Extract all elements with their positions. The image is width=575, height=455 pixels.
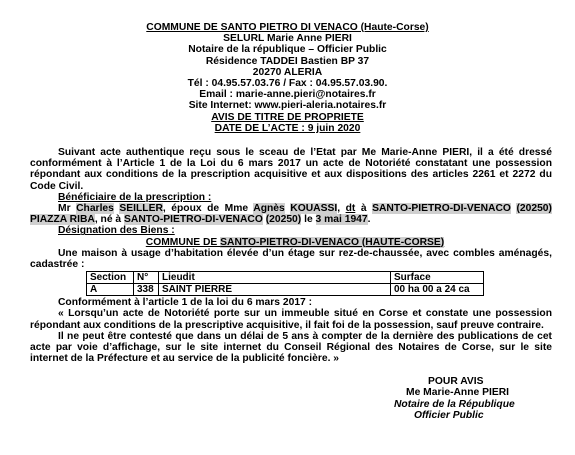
table-cell: 00 ha 00 a 24 ca [391,284,484,296]
selurl-name: SELURL Marie Anne PIERI [223,33,352,45]
postal-city: 20270 ALERIA [252,66,323,78]
residence-address: PIAZZA RIBA [30,214,95,226]
email: Email : marie-anne.pieri@notaires.fr [199,89,376,101]
spouse-last-name: KOUASSI [290,203,338,215]
law-quote-2: Il ne peut être contesté que dans un délai de 5 ans à compter de la dernière des publications de cet acte par voie d’affichage, sur le site internet du Conseil Régional des Notaires de Corse, sur le site internet de la Préfecture et au service de la publicité foncière. » [30,330,552,365]
birth-date: 3 mai 1947 [315,214,368,226]
text-fragment: , époux de Mme [162,203,254,215]
commune-title: COMMUNE DE SANTO PIETRO DI VENACO (Haute-Corse) [146,22,429,33]
spouse-first-name: Agnès [253,203,285,215]
column-header: Lieudit [159,272,391,284]
first-name: Charles [76,203,114,215]
residence: Résidence TADDEI Bastien BP 37 [205,55,370,67]
notary-name: Me Marie-Anne PIERI [406,387,509,399]
table-cell: A [87,284,134,296]
notary-role: Notaire de la république – Officier Public [188,44,387,56]
column-header: Section [87,272,134,284]
notice-title: AVIS DE TITRE DE PROPRIETE [211,111,364,123]
dt-abbrev: dt [345,203,356,215]
birth-commune: SANTO-PIETRO-DI-VENACO [124,214,263,226]
notary-title: Notaire de la République [394,398,515,410]
commune-prefix: COMMUNE DE [145,236,221,248]
beneficiary-heading: Bénéficiaire de la prescription : [58,191,212,203]
residence-commune: SANTO-PIETRO-DI-VENACO [372,203,511,215]
text-fragment: le [301,214,316,226]
column-header: N° [134,272,159,284]
text-fragment: , [337,203,346,215]
text-fragment: , né à [94,214,125,226]
table-row [87,284,484,296]
commune-name: SANTO-PIETRO-DI-VENACO (HAUTE-CORSE) [220,236,445,248]
birth-postcode: (20250) [265,214,302,226]
website: Site Internet: www.pieri-aleria.notaires.fr [188,100,387,112]
text-fragment: . [367,214,371,226]
table-header-row [87,272,484,284]
notary-header [0,22,575,134]
table-cell: 338 [134,284,159,296]
last-name: SEILLER [119,203,163,215]
cadastre-table [86,271,484,296]
property-commune [30,237,552,248]
law-quote-1: « Lorsqu’un acte de Notoriété porte sur un immeuble situé en Corse et constate une possession répondant aux conditions de la prescriptive acquisitive, il fait foi de la possession, sauf preuve contraire. [30,308,552,331]
property-description: Une maison à usage d’habitation élevée d’un étage sur rez-de-chaussée, avec combles aménagés, cadastrée : [30,247,552,271]
law-intro: Conformément à l’article 1 de la loi du 6 mars 2017 : [58,297,313,309]
signature-block [394,376,515,421]
beneficiary-paragraph [30,203,552,225]
table-cell: SAINT PIERRE [159,284,391,296]
pour-avis: POUR AVIS [428,376,484,387]
notice-body [30,147,552,364]
property-heading: Désignation des Biens : [58,225,175,237]
column-header: Surface [391,272,484,284]
residence-postcode: (20250) [516,203,552,215]
phone-fax: Tél : 04.95.57.03.76 / Fax : 04.95.57.03.90. [187,78,388,90]
intro-paragraph: Suivant acte authentique reçu sous le sceau de l’Etat par Me Marie-Anne PIERI, il a été dressé conformément à l’Article 1 de la Loi du 6 mars 2017 un acte de Notoriété constatant une possession répondant aux conditions de la prescription acquisitive et aux dispositions des articles 2261 et 2272 du Code Civil. [30,147,552,192]
act-date: DATE DE L’ACTE : 9 juin 2020 [214,122,361,134]
text-fragment: Mr [58,203,77,215]
officer-title: Officier Public [414,409,484,421]
text-fragment: à [355,203,373,215]
